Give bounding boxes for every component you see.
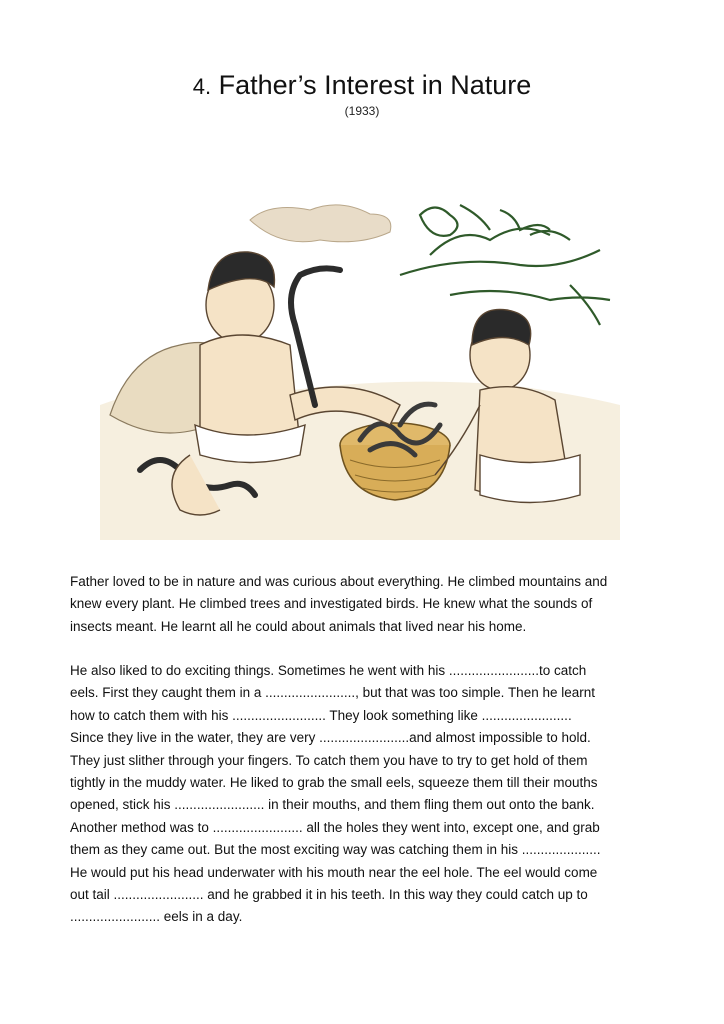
paragraph-line: tightly in the muddy water. He liked to grab the small eels, squeeze them till their mouths [70,775,598,791]
page-year: (1933) [344,104,380,118]
paragraph-2 [70,660,670,929]
paragraph-line: opened, stick his ........................ in their mouths, and them fling them out onto the bank. [70,797,595,813]
paragraph-line: insects meant. He learnt all he could about animals that lived near his home. [70,618,527,634]
paragraph-line: ........................ eels in a day. [70,909,243,925]
title-number: 4. [192,74,212,99]
paragraph-line: out tail ........................ and he grabbed it in his teeth. In this way they could catch up to [70,887,588,903]
paragraph-line: He would put his head underwater with his mouth near the eel hole. The eel would come [70,864,598,880]
paragraph-line: He also liked to do exciting things. Sometimes he went with his ........................to catch [70,663,587,678]
paragraph-line: them as they came out. But the most exciting way was catching them in his ..................... [70,842,601,858]
paragraph-line: They just slither through your fingers. To catch them you have to try to get hold of them [70,752,588,768]
paragraph-line: Another method was to ........................ all the holes they went into, except one, and grab [70,819,600,835]
paragraph-line: knew every plant. He climbed trees and investigated birds. He knew what the sounds of [70,596,593,612]
paragraph-1 [70,571,670,638]
title-text: Father’s Interest in Nature [218,70,532,100]
paragraph-line: Since they live in the water, they are very ........................and almost impossible to hold. [70,730,591,746]
paragraph-line: Father loved to be in nature and was curious about everything. He climbed mountains and [70,574,608,589]
boys-catching-eels-illustration [100,195,620,540]
paragraph-line: how to catch them with his ......................... They look something like ........................ [70,707,572,723]
paragraph-line: eels. First they caught them in a ........................, but that was too simple. Then he learnt [70,685,595,701]
page-title [0,68,724,104]
